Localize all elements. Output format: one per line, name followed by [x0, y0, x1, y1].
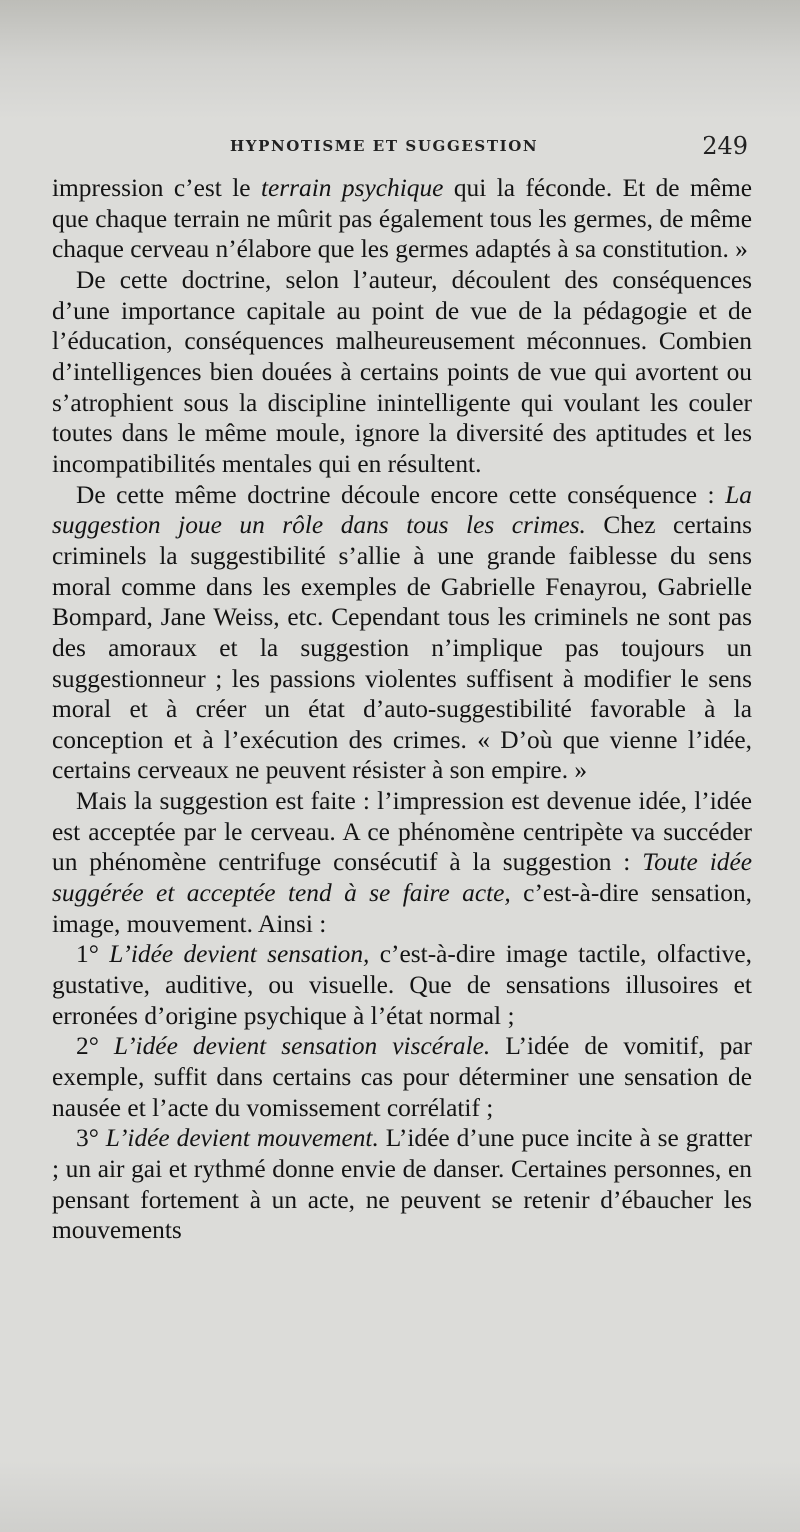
italic-text: La suggestion joue un rôle dans tous les crimes.	[52, 480, 752, 540]
text-run: c’est-à-dire image tactile, olfactive, gustative, auditive, ou visuelle. Que de sensations illusoires et erronées d’origine psychique à l’état normal ;	[52, 940, 752, 1030]
text-run: c’est-à-dire sensation, image, mouvement. Ainsi :	[52, 879, 753, 938]
paragraph	[52, 480, 752, 787]
text-run: 2°	[76, 1032, 114, 1061]
text-run: impression c’est le	[52, 174, 261, 202]
italic-text: terrain psychique	[260, 174, 444, 202]
body-text	[52, 173, 752, 1246]
text-run: 3°	[76, 1124, 106, 1153]
text-run: De cette même doctrine découle encore cette conséquence :	[76, 480, 726, 509]
text-run: qui la féconde. Et de même que chaque terrain ne mûrit pas également tous les germes, de même chaque cerveau n’élabore que les germes adaptés à sa constitution. »	[52, 174, 752, 264]
paragraph	[52, 173, 752, 265]
italic-text: L’idée devient sensation,	[109, 940, 370, 969]
paragraph	[52, 1031, 752, 1123]
text-run: Chez certains criminels la suggestibilité s’allie à une grande faiblesse du sens moral comme dans les exemples de Gabrielle Fenayrou, Gabrielle Bompard, Jane Weiss, etc. Cependant tous les criminels ne sont pas des amoraux et la suggestion n’implique pas toujours un suggestionneur ; les passions violentes suffisent à modifier le sens moral et à créer un état d’auto-suggestibilité favorable à la conception et à l’exécution des crimes. « D’où que vienne l’idée, certains cerveaux ne peuvent résister à son empire. »	[52, 511, 752, 785]
text-run: De cette doctrine, selon l’auteur, découlent des conséquences d’une importance capitale au point de vue de la pédagogie et de l’éducation, conséquences malheureusement méconnues. Combien d’intelligences bien douées à certains points de vue qui avortent ou s’atrophient sous la discipline inintelligente qui voulant les couler toutes dans le même moule, ignore la diversité des aptitudes et les incompatibilités mentales qui en résultent.	[52, 265, 752, 478]
paragraph	[52, 786, 752, 939]
page-header	[0, 132, 800, 167]
text-run: L’idée d’une puce incite à se gratter ; un air gai et rythmé donne envie de danser. Certaines personnes, en pensant fortement à un acte, ne peuvent se retenir d’ébaucher les mouvements	[52, 1124, 752, 1245]
text-run: 1°	[76, 940, 110, 969]
running-head: HYPNOTISME ET SUGGESTION	[230, 137, 539, 155]
paragraph	[52, 265, 752, 480]
page-number: 249	[702, 132, 748, 160]
text-run: Mais la suggestion est faite : l’impression est devenue idée, l’idée est acceptée par le cerveau. A ce phénomène centripète va succéder un phénomène centrifuge consécutif à la suggestion :	[52, 787, 752, 877]
italic-text: L’idée devient sensation viscérale.	[113, 1032, 491, 1061]
italic-text: L’idée devient mouvement.	[105, 1124, 379, 1153]
text-run: L’idée de vomitif, par exemple, suffit dans certains cas pour déterminer une sensation de nausée et l’acte du vomissement corrélatif ;	[52, 1032, 752, 1122]
italic-text: Toute idée suggérée et acceptée tend à se faire acte,	[52, 848, 752, 908]
paragraph	[52, 939, 752, 1031]
paragraph	[52, 1123, 752, 1246]
